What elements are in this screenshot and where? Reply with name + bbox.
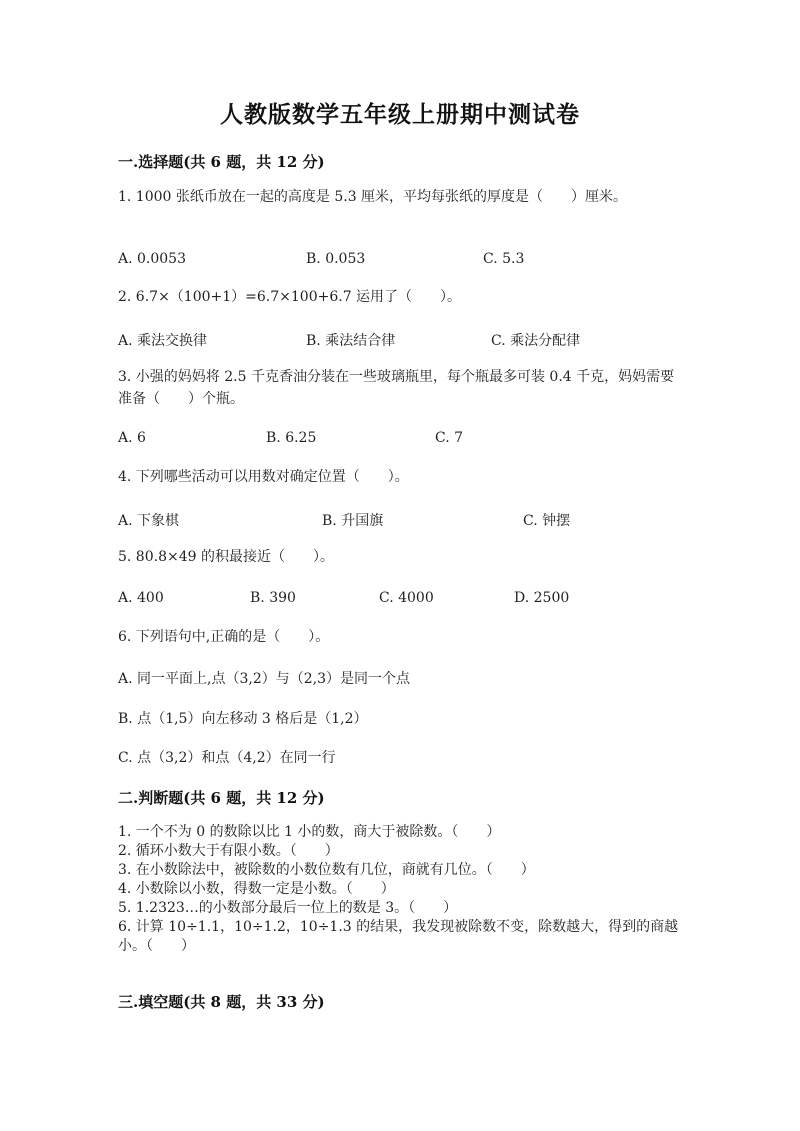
option-b: B. 0.053 xyxy=(306,251,366,267)
option-a: A. 400 xyxy=(118,590,164,606)
section-heading-choice: 一.选择题(共 6 题，共 12 分) xyxy=(118,153,325,171)
option-b: B. 升国旗 xyxy=(322,513,384,529)
option-a: A. 6 xyxy=(118,430,146,446)
question-text: 5. 80.8×49 的积最接近（ ）。 xyxy=(118,549,334,565)
list-item: 4. 小数除以小数，得数一定是小数。（ ） xyxy=(118,881,395,897)
option-a: A. 乘法交换律 xyxy=(118,333,208,349)
option-d: D. 2500 xyxy=(514,590,570,606)
option-a: A. 同一平面上,点（3,2）与（2,3）是同一个点 xyxy=(118,671,410,687)
option-b: B. 点（1,5）向左移动 3 格后是（1,2） xyxy=(118,711,368,727)
option-a: A. 0.0053 xyxy=(118,251,186,267)
section-heading-fill: 三.填空题(共 8 题，共 33 分) xyxy=(118,993,325,1011)
list-item: 6. 计算 10÷1.1，10÷1.2，10÷1.3 的结果，我发现被除数不变，除数越大，得到的商越小。（ ） xyxy=(118,919,679,954)
option-c: C. 4000 xyxy=(379,590,434,606)
question-text: 4. 下列哪些活动可以用数对确定位置（ ）。 xyxy=(118,469,409,485)
option-c: C. 7 xyxy=(435,430,464,446)
option-c: C. 5.3 xyxy=(483,251,525,267)
question-text: 2. 6.7×（100+1）=6.7×100+6.7 运用了（ ）。 xyxy=(118,289,462,305)
option-c: C. 乘法分配律 xyxy=(491,333,581,349)
question-text: 6. 下列语句中,正确的是（ ）。 xyxy=(118,629,330,645)
list-item: 3. 在小数除法中，被除数的小数位数有几位，商就有几位。（ ） xyxy=(118,862,535,878)
option-b: B. 乘法结合律 xyxy=(306,333,396,349)
question-text: 1. 1000 张纸币放在一起的高度是 5.3 厘米，平均每张纸的厚度是（ ）厘米。 xyxy=(118,189,628,205)
option-b: B. 6.25 xyxy=(266,430,317,446)
option-b: B. 390 xyxy=(250,590,296,606)
question-text: 3. 小强的妈妈将 2.5 千克香油分装在一些玻璃瓶里，每个瓶最多可装 0.4 千克，妈妈需要准备（ ）个瓶。 xyxy=(118,369,675,407)
page-title: 人教版数学五年级上册期中测试卷 xyxy=(220,101,580,128)
option-a: A. 下象棋 xyxy=(118,513,180,529)
section-heading-judge: 二.判断题(共 6 题，共 12 分) xyxy=(118,789,325,807)
list-item: 5. 1.2323…的小数部分最后一位上的数是 3。（ ） xyxy=(118,900,458,916)
option-c: C. 钟摆 xyxy=(523,513,571,529)
list-item: 2. 循环小数大于有限小数。（ ） xyxy=(118,843,339,859)
list-item: 1. 一个不为 0 的数除以比 1 小的数，商大于被除数。（ ） xyxy=(118,824,501,840)
judge-list xyxy=(118,823,688,956)
option-c: C. 点（3,2）和点（4,2）在同一行 xyxy=(118,750,336,766)
